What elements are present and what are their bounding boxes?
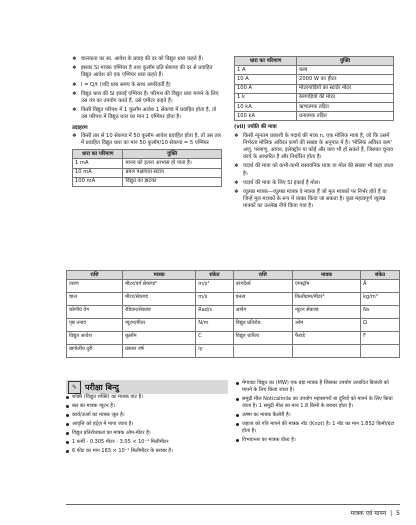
diamond-bullet-icon: ❖	[234, 179, 239, 186]
derived-units-table	[66, 270, 400, 358]
list-item: ❖ पदार्थ की मात्रा के लिए SI इकाई है मोल।	[234, 179, 321, 186]
footer-separator: |	[390, 509, 393, 517]
table-row: विद्युत आवेश कूलॉम C विद्युत धारिता फैराडे F	[67, 332, 400, 345]
diamond-bullet-icon: ❖	[234, 189, 239, 196]
bullet-dot-icon	[236, 414, 239, 417]
bullet-dot-icon	[66, 396, 69, 399]
list-item: ❖ पदार्थ की मात्रा को कभी-कभी रासायनिक मात्रा या मोल की संख्या भी कहा जाता है।	[234, 163, 394, 177]
bullet-dot-icon	[236, 423, 239, 426]
diamond-bullet-icon: ❖	[72, 107, 77, 114]
section-heading: (vii) ज्योति की मात्रा	[234, 124, 277, 131]
table-header: संकेत	[196, 271, 233, 280]
list-item: समुद्री मील Noticalmile का उपयोग महासागरों या दूरियों को मापने के लिए किया जाता है। 1 समुद्री मील का मान 1.8 किमी के बराबर होता है।	[236, 396, 400, 410]
bullet-dot-icon	[66, 441, 69, 444]
exam-points-title: परीक्षा बिन्दु	[85, 382, 119, 392]
table-header: धारा का परिमाण	[235, 57, 297, 66]
diamond-bullet-icon: ❖	[72, 132, 77, 139]
bullet-dot-icon	[66, 414, 69, 417]
current-device-table	[234, 56, 394, 121]
exam-points-header	[66, 380, 228, 394]
list-item: 1 फर्मी - 0.305 मीटर - 3.05 × 10⁻¹ मिलीमीटर	[66, 439, 228, 446]
bullet-dot-icon	[236, 398, 239, 401]
list-item: ❖ व्युत्पन्न मात्रक—व्युत्पन्न मात्रक वे मात्रक हैं जो मूल मात्रकों पर निर्भर होते हैं या जिन्हें मूल मात्रकों के रूप में व्यक्त किया जा सकता है। कुछ महत्वपूर्ण व्युत्पन्न मात्रकों का उल्लेख नीचे किया गया है।	[234, 189, 387, 210]
chapter-title: मात्रक एवं मापन	[350, 510, 387, 517]
table-row: खगोलीय दूरी प्रकाश वर्ष ly	[67, 345, 400, 358]
table-header: युक्ति	[123, 150, 222, 159]
exam-points-box	[66, 380, 228, 457]
bullet-dot-icon	[236, 439, 239, 442]
list-item: 6 फीट का मान 183 × 10⁻¹ मिलीमीटर के बराबर है।	[66, 448, 228, 455]
bullet-dot-icon	[66, 450, 69, 453]
list-item: जहाज को गति मापने की मात्रक नॉट (Knot) है। 1 नॉट का मान 1.852 किमी/घंटा होता है।	[236, 421, 400, 435]
list-item: ❖ चालकता का सा. आवेश के प्रवाह की दर को विद्युत धारा कहते हैं।	[72, 56, 204, 62]
pencil-icon: ✎	[68, 381, 81, 394]
table-row: 100 kA धनात्मक तड़ित	[235, 112, 394, 121]
table-row: 1 k रेलगाड़ियों की मोटर	[235, 93, 394, 102]
list-item: शक्ति (विद्युत शक्ति) का मात्रक वाट है।	[66, 394, 228, 401]
diamond-bullet-icon: ❖	[72, 65, 77, 72]
example-text: ❖ किसी तार से 10 सेकण्ड में 50 कूलॉम आवेश प्रवाहित होता है, तो उस तार में प्रवाहित विद्युत धारा का मान 50 कूलॉम/10 सेकण्ड = 5 एम्पियर	[72, 132, 221, 147]
table-row: 1 mA मानव को इतना आभास हो पाता है।	[73, 159, 222, 168]
page-footer	[351, 509, 400, 517]
list-item: कार्य/ऊर्जा का मात्रक जूल है।	[66, 412, 228, 419]
bullet-dot-icon	[66, 423, 69, 426]
diamond-bullet-icon: ❖	[234, 163, 239, 170]
table-row: 10 A 2000 W का हीटर	[235, 75, 394, 84]
list-item: ❖ विद्युत धारा की SI इकाई एम्पियर है। परिपथ की विद्युत धारा मापने के लिए उस यंत्र का उपयोग करते हैं, उसे एमीटर कहते हैं।	[72, 90, 219, 105]
right-bullets	[236, 380, 400, 446]
table-row: कोणीय वेग रेडियन/सेकण्ड Rad/s आवेग न्यूटन सेकण्ड Ns	[67, 306, 400, 319]
table-header: मात्रक	[293, 271, 361, 280]
diamond-bullet-icon: ❖	[72, 90, 77, 97]
table-row: त्वरण मीटर/वर्ग सेकण्ड² m/s² तरंगदैर्ध्य एंगस्ट्रॉम Å	[67, 280, 400, 293]
table-row: 100 A मोटरगाड़ियों का स्टार्टर मोटर	[235, 84, 394, 93]
list-item: विभवान्तर का मात्रक वोल्ट है।	[236, 437, 400, 444]
page-number: 5	[396, 509, 400, 517]
table-header: युक्ति	[297, 57, 394, 66]
diamond-bullet-icon: ❖	[72, 56, 77, 62]
table-header: राशि	[67, 271, 123, 280]
table-row: 1 A बल्ब	[235, 66, 394, 75]
table-row: पृष्ठ तनाव न्यूटन/मीटर N/m विद्युत प्रतिरोध ओम Ω	[67, 319, 400, 332]
table-header: संकेत	[361, 271, 400, 280]
bullet-dot-icon	[66, 432, 69, 435]
diamond-bullet-icon: ❖	[234, 132, 239, 139]
left-column	[72, 56, 222, 187]
right-column	[234, 56, 394, 213]
example-heading: उदाहरण	[72, 124, 88, 131]
table-header: धारा का परिमाण	[73, 150, 123, 159]
table-header: मात्रक	[123, 271, 196, 280]
table-header: राशि	[233, 271, 292, 280]
list-item: ❖ इसका SI मात्रक एम्पियर है तथा कूलॉम प्रति सेकण्ड की दर से प्रवाहित विद्युत आवेश को एक एम्पियर धारा कहते हैं।	[72, 65, 213, 79]
table-row: 100 mA विद्युत का झटका	[73, 177, 222, 186]
list-item: मेगावाट विद्युत का (MW) एक बड़ा मात्रक है जिसका उपयोग उत्पादित बिजली को मापने के लिए किया जाता है।	[236, 380, 400, 394]
list-item: ❖ I = Q/t (यदि धारा समय के साथ अपरिवर्ती है)	[72, 81, 171, 88]
list-item: ❖ किसी न्यूनतम प्रकाशी के पदार्थ की मात्रा n, एक मोलिक मात्रा है, जो कि उसमें निर्भरता मोलिक अविरत कणों की सख्या के अनुपात में है। 'मोलिक अविरत कण' अणु, परमाणु, आयन, इलेक्ट्रॉन या कोई और कण भी हो सकते हैं, जिसका चुनाव कार्य के आधारित है और निर्धारित होता है।	[234, 132, 394, 161]
table-row: 10 kA ऋणात्मक तड़ित	[235, 103, 394, 112]
table-row: चाल मीटर/सेकण्ड m/s घनत्व किलोग्राम/मीटर³ kg/m³	[67, 293, 400, 306]
bullet-dot-icon	[66, 405, 69, 408]
diamond-bullet-icon: ❖	[72, 81, 77, 88]
list-item: ❖ किसी विद्युत परिपथ में 1 कूलॉम आवेश 1 सेकण्ड में प्रवाहित होता है, तो उस परिपथ में विद्युत धारा का मान 1 एम्पियर होता है।	[72, 107, 217, 121]
list-item: आवृत्ति को हर्ट्ज़ में मापा जाता है।	[66, 421, 228, 428]
bullet-dot-icon	[236, 382, 239, 385]
list-item: विद्युत प्रतिरोधकता का मात्रक ओम-मीटर है।	[66, 430, 228, 437]
table-row: 10 mA प्रबल पक्षाघात सटाव	[73, 168, 222, 177]
list-item: बल का मात्रक न्यूटन है।	[66, 403, 228, 410]
current-magnitude-table	[72, 149, 222, 187]
list-item: ऊष्मा का मात्रक कैलोरी है।	[236, 412, 400, 419]
footer-divider	[66, 504, 400, 505]
